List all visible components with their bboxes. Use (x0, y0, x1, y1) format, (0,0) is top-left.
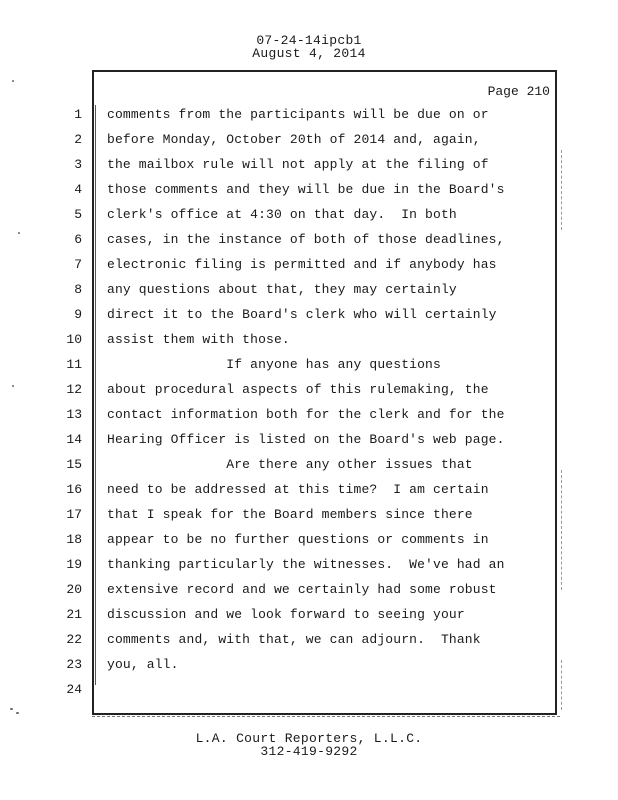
line-number: 5 (74, 207, 82, 222)
line-number: 14 (66, 432, 82, 447)
line-text: discussion and we look forward to seeing your (107, 607, 465, 622)
page-number: Page 210 (487, 84, 550, 99)
scan-speck (18, 232, 20, 234)
margin-rule (95, 105, 96, 685)
line-number: 19 (66, 557, 82, 572)
line-number: 2 (74, 132, 82, 147)
line-number: 24 (66, 682, 82, 697)
line-text: extensive record and we certainly had some robust (107, 582, 497, 597)
line-text: any questions about that, they may certainly (107, 282, 457, 297)
line-text: the mailbox rule will not apply at the filing of (107, 157, 489, 172)
line-text: comments from the participants will be due on or (107, 107, 489, 122)
line-text: comments and, with that, we can adjourn. Thank (107, 632, 481, 647)
scan-edge-mark (561, 660, 562, 710)
line-text: appear to be no further questions or comments in (107, 532, 489, 547)
line-text: before Monday, October 20th of 2014 and, again, (107, 132, 481, 147)
line-text: assist them with those. (107, 332, 290, 347)
line-number: 21 (66, 607, 82, 622)
line-number: 1 (74, 107, 82, 122)
line-number: 3 (74, 157, 82, 172)
scan-speck (12, 80, 14, 82)
line-text: If anyone has any questions (107, 357, 441, 372)
line-number: 8 (74, 282, 82, 297)
line-number: 11 (66, 357, 82, 372)
line-text (107, 683, 547, 697)
line-text: those comments and they will be due in the Board's (107, 182, 505, 197)
line-text: that I speak for the Board members since there (107, 507, 473, 522)
line-number: 22 (66, 632, 82, 647)
document-id: 07-24-14ipcb1 (256, 33, 362, 48)
line-text: electronic filing is permitted and if anybody has (107, 257, 497, 272)
line-number: 10 (66, 332, 82, 347)
line-text: about procedural aspects of this rulemaking, the (107, 382, 489, 397)
line-number: 16 (66, 482, 82, 497)
frame-bottom-shadow (92, 716, 560, 720)
line-number: 7 (74, 257, 82, 272)
line-text: contact information both for the clerk and for the (107, 407, 505, 422)
line-number: 13 (66, 407, 82, 422)
line-text: clerk's office at 4:30 on that day. In both (107, 207, 457, 222)
line-number: 15 (66, 457, 82, 472)
line-number: 4 (74, 182, 82, 197)
line-text: need to be addressed at this time? I am certain (107, 482, 489, 497)
line-number: 18 (66, 532, 82, 547)
document-date: August 4, 2014 (252, 46, 366, 61)
line-number: 20 (66, 582, 82, 597)
line-number: 23 (66, 657, 82, 672)
line-text: Hearing Officer is listed on the Board's web page. (107, 432, 505, 447)
line-text: Are there any other issues that (107, 457, 473, 472)
line-text: cases, in the instance of both of those deadlines, (107, 232, 505, 247)
line-number: 17 (66, 507, 82, 522)
line-text: thanking particularly the witnesses. We've had an (107, 557, 505, 572)
reporter-name: L.A. Court Reporters, L.L.C. (195, 731, 423, 746)
scan-edge-mark (561, 470, 562, 590)
line-number: 12 (66, 382, 82, 397)
line-number: 9 (74, 307, 82, 322)
reporter-phone: 312-419-9292 (260, 744, 358, 759)
scan-speck (16, 712, 19, 714)
scan-edge-mark (561, 150, 562, 230)
line-text: direct it to the Board's clerk who will certainly (107, 307, 497, 322)
scan-speck (12, 385, 14, 387)
scan-speck (10, 708, 13, 710)
line-text: you, all. (107, 657, 179, 672)
line-number: 6 (74, 232, 82, 247)
